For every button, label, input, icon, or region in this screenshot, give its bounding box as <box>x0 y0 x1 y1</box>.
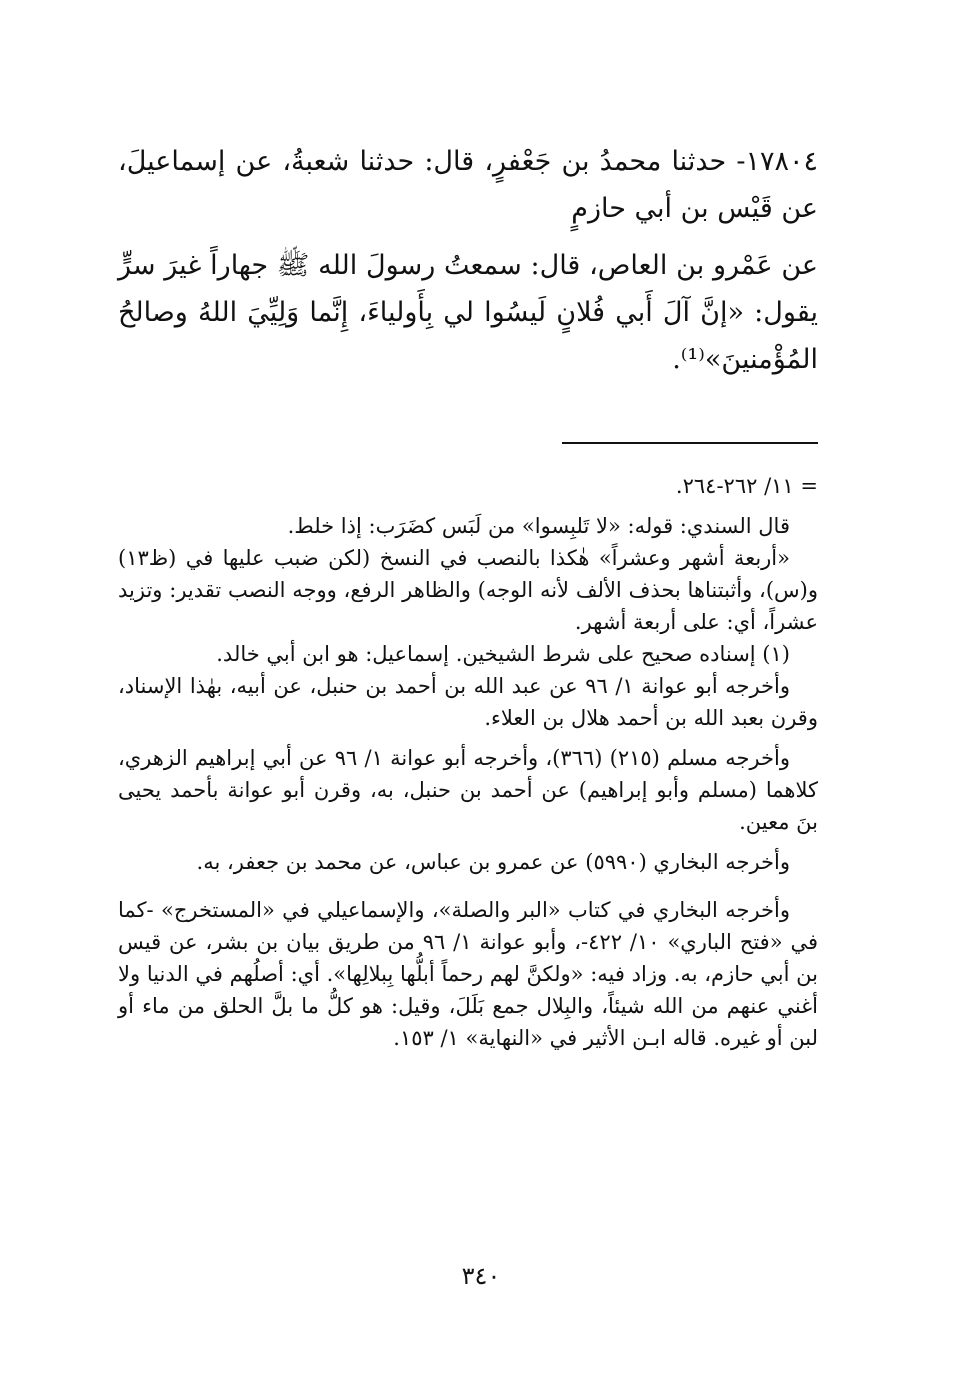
footnote-continuation: = ١١/ ٢٦٢-٢٦٤. <box>675 474 818 498</box>
hadith-text <box>118 138 818 383</box>
footnote-sindi-2: «أربعة أشهر وعشراً» هٰكذا بالنصب في النسخ (لكن ضبب عليها في (ظ١٣) و(س)، وأثبتناها بحذف الألف لأنه الوجه) والظاهر الرفع، ووجه النصب تقدير: وتزيد عشراً، أي: على أربعة أشهر. <box>118 546 818 634</box>
hadith-matn: عن عَمْرو بن العاص، قال: سمعتُ رسولَ الله ﷺ جهاراً غيرَ سرٍّ يقول: «إنَّ آلَ أَبي فُلانٍ لَيسُوا لي بِأَولياءَ، إِنَّما وَلِيِّيَ اللهُ وصالحُ المُؤْمنينَ»⁽¹⁾. <box>118 250 818 375</box>
footnote-bukhari-2: وأخرجه البخاري في كتاب «البر والصلة»، والإسماعيلي في «المستخرج» -كما في «فتح الباري» ١٠/ ٤٢٢-، وأبو عوانة ١/ ٩٦ من طريق بيان بن بشر، عن قيس بن أبي حازم، به. وزاد فيه: «ولكنَّ لهم رحماً أبلُّها بِبلالِها». أي: أصلُهم في الدنيا ولا أغني عنهم من الله شيئاً، والبِلال جمع بَلَلَ، وقيل: هو كلُّ ما بلَّ الحلق من ماء أو لبن أو غيره. قاله ابـن الأثير في «النهاية» ١/ ١٥٣. <box>118 898 818 1050</box>
footnote-muslim: وأخرجه مسلم (٢١٥) (٣٦٦)، وأخرجه أبو عوانة ١/ ٩٦ عن أبي إبراهيم الزهري، كلاهما (مسلم وأبو إبراهيم) عن أحمد بن حنبل، به، وقرن أبو عوانة بأحمد يحيى بنَ معين. <box>118 746 818 834</box>
footnote-note-1: (١) إسناده صحيح على شرط الشيخين. إسماعيل: هو ابن أبي خالد. <box>216 642 790 666</box>
hadith-isnad: ١٧٨٠٤- حدثنا محمدُ بن جَعْفرٍ، قال: حدثنا شعبةُ، عن إسماعيلَ، عن قَيْس بن أبي حازمٍ <box>118 146 818 224</box>
footnotes <box>118 470 818 1054</box>
footnote-sindi-1: قال السندي: قوله: «لا تَلبِسوا» من لَبَس كضَرَب: إذا خلط. <box>287 514 790 538</box>
page-number: ٣٤٠ <box>461 1262 501 1290</box>
footnote-abu-awana: وأخرجه أبو عوانة ١/ ٩٦ عن عبد الله بن أحمد بن حنبل، عن أبيه، بهٰذا الإسناد، وقرن بعبد الله بن أحمد هلال بن العلاء. <box>118 674 818 730</box>
footnote-bukhari-1: وأخرجه البخاري (٥٩٩٠) عن عمرو بن عباس، عن محمد بن جعفر، به. <box>196 850 790 874</box>
footnote-separator <box>562 442 818 444</box>
